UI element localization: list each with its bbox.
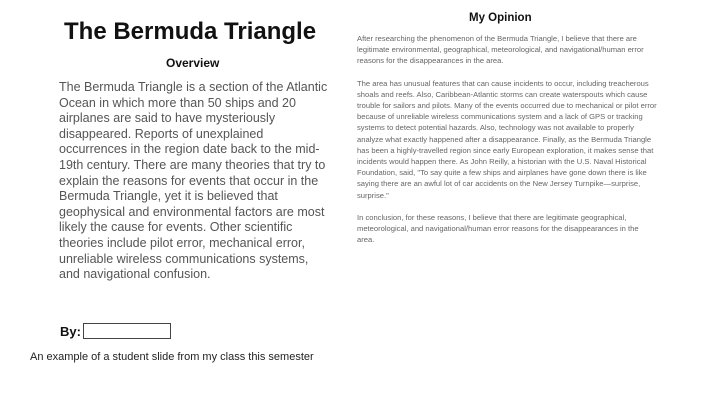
opinion-paragraph-2: The area has unusual features that can cause incidents to occur, including treacherous shoals and reefs. Also, Caribbean-Atlantic storms can create waterspouts which cause trouble for sailors and pilots. Many of the events occurred due to mechanical or pilot error because of unreliable wireless communications system and a lack of GPS or tracking systems to detect potential hazards. Also, technology was not available to properly analyze what exactly happened after a disappearance. Finally, as the Bermuda Triangle has been a highly-travelled region since early European exploration, it makes sense that incidents would happen there. As John Reilly, a historian with the U.S. Naval Historical Foundation, said, "To say quite a few ships and airplanes have gone down there is like saying there are an awful lot of car accidents on the New Jersey Turnpike—surprise, surprise." bbox=[357, 78, 657, 200]
overview-heading: Overview bbox=[166, 56, 220, 70]
slide-title: The Bermuda Triangle bbox=[64, 18, 317, 45]
overview-text: The Bermuda Triangle is a section of the Atlantic Ocean in which more than 50 ships and 20 airplanes are said to have mysteriously disappeared. Reports of unexplained occurrences in the region date back to the mid-19th century. There are many theories that try to explain the reasons for events that occur in the Bermuda Triangle, yet it is believed that geophysical and environmental factors are most likely the cause for events. Other scientific theories include pilot error, mechanical error, unreliable wireless communications systems, and navigational confusion. bbox=[59, 80, 328, 282]
opinion-paragraph-3: In conclusion, for these reasons, I believe that there are legitimate geographical, meteorological, and navigational/human error reasons for the disappearances in the area. bbox=[357, 212, 639, 245]
left-slide bbox=[0, 0, 345, 350]
byline-label: By: bbox=[60, 323, 81, 339]
opinion-title: My Opinion bbox=[469, 12, 532, 24]
opinion-paragraph-1: After researching the phenomenon of the Bermuda Triangle, I believe that there are legitimate environmental, geographical, meteorological, and navigational/human error reasons for the disappearances in the area. bbox=[357, 34, 644, 66]
slide-caption: An example of a student slide from my class this semester bbox=[30, 351, 314, 363]
byline bbox=[60, 323, 171, 339]
opinion-body bbox=[357, 33, 657, 256]
right-slide bbox=[350, 0, 720, 405]
redacted-name-box bbox=[83, 323, 171, 339]
